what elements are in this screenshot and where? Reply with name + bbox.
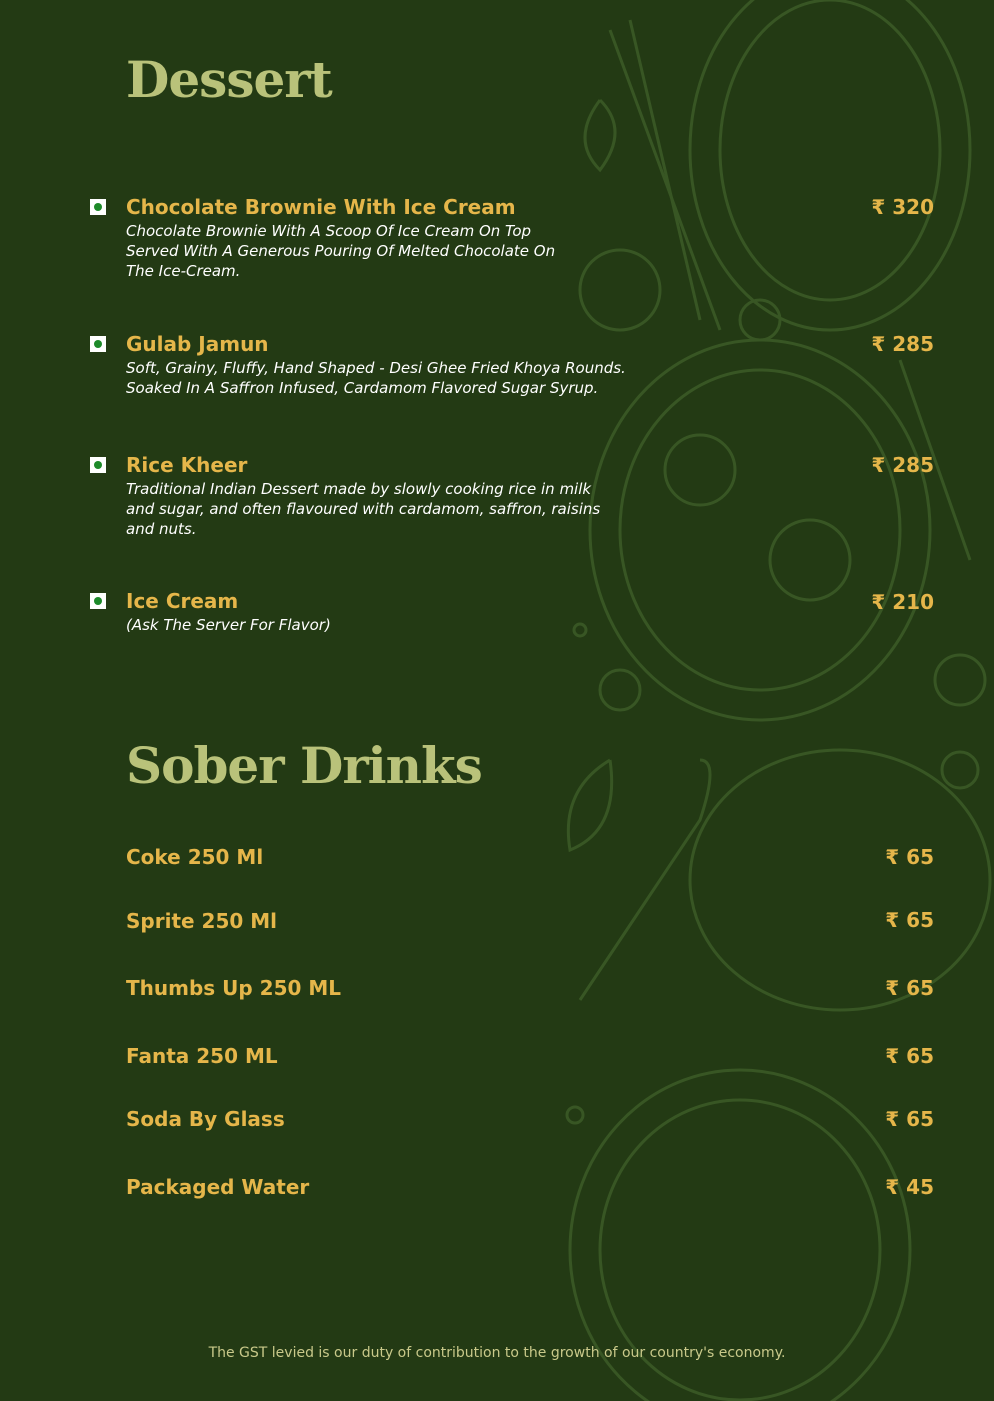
- menu-item-price: ₹ 65: [885, 976, 934, 1000]
- menu-item-price: ₹ 285: [871, 453, 934, 477]
- menu-item-name: Thumbs Up 250 ML: [126, 976, 342, 1000]
- menu-item-description: Chocolate Brownie With A Scoop Of Ice Cream On Top Served With A Generous Pouring Of Melted Chocolate On The Ice-Cream.: [126, 222, 556, 280]
- menu-item-price: ₹ 65: [885, 1044, 934, 1068]
- menu-item-name: Rice Kheer: [126, 453, 248, 477]
- menu-item-name: Soda By Glass: [126, 1107, 285, 1131]
- section-title-dessert: Dessert: [126, 50, 332, 109]
- menu-item-name: Ice Cream: [126, 589, 239, 613]
- section-title-sober-drinks: Sober Drinks: [126, 736, 482, 795]
- menu-item-price: ₹ 320: [871, 195, 934, 219]
- veg-indicator-icon: [90, 336, 106, 352]
- menu-item-description: Traditional Indian Dessert made by slowly cooking rice in milk and sugar, and often flavoured with cardamom, saffron, raisins and nuts.: [126, 480, 601, 538]
- veg-indicator-icon: [90, 199, 106, 215]
- menu-item-name: Coke 250 Ml: [126, 845, 264, 869]
- gst-footer-note: The GST levied is our duty of contribution to the growth of our country's economy.: [208, 1345, 786, 1361]
- menu-item-name: Packaged Water: [126, 1175, 310, 1199]
- menu-item-price: ₹ 65: [885, 845, 934, 869]
- menu-item-price: ₹ 285: [871, 332, 934, 356]
- veg-indicator-icon: [90, 593, 106, 609]
- menu-item-name: Fanta 250 ML: [126, 1044, 278, 1068]
- menu-item-description: Soft, Grainy, Fluffy, Hand Shaped - Desi Ghee Fried Khoya Rounds. Soaked In A Saffron Infused, Cardamom Flavored Sugar Syrup.: [126, 359, 626, 397]
- menu-item-price: ₹ 65: [885, 908, 934, 932]
- menu-item-name: Chocolate Brownie With Ice Cream: [126, 195, 516, 219]
- menu-item-price: ₹ 65: [885, 1107, 934, 1131]
- menu-item-price: ₹ 45: [885, 1175, 934, 1199]
- veg-indicator-icon: [90, 457, 106, 473]
- menu-item-name: Gulab Jamun: [126, 332, 269, 356]
- menu-item-price: ₹ 210: [871, 590, 934, 614]
- menu-item-name: Sprite 250 Ml: [126, 909, 277, 933]
- menu-item-description: (Ask The Server For Flavor): [126, 616, 331, 634]
